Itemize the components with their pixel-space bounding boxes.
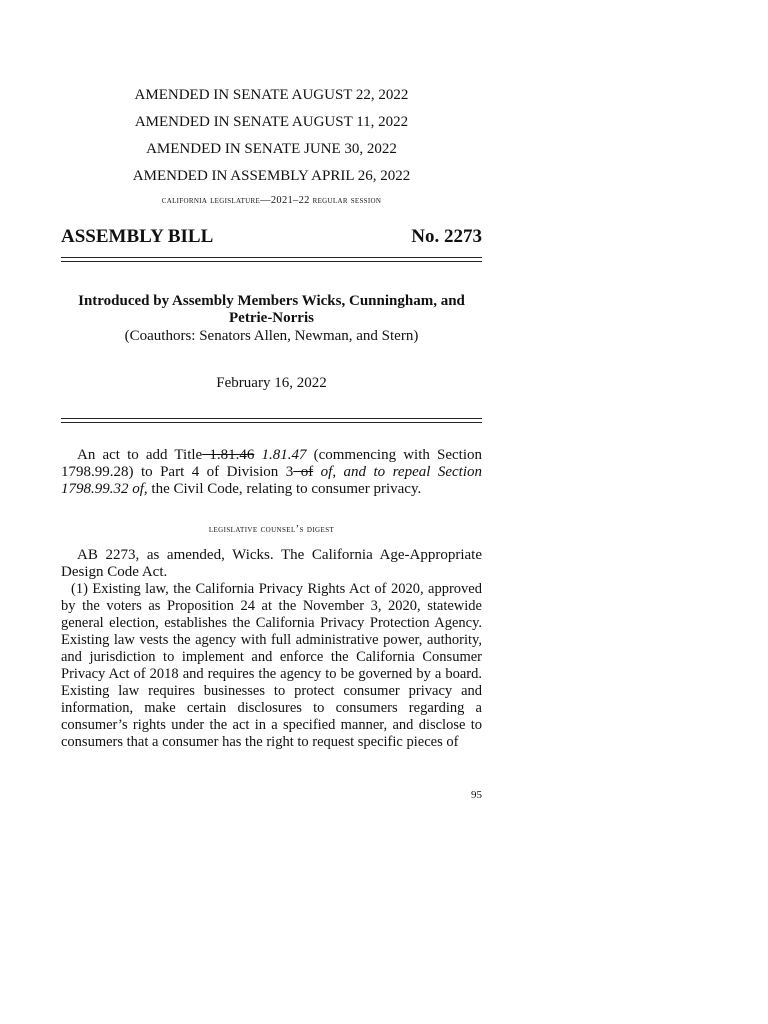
page-number: 95 <box>471 789 482 801</box>
section-rule <box>61 418 482 419</box>
bill-number: No. 2273 <box>411 226 482 247</box>
act-text: the Civil Code, relating to consumer privacy. <box>147 481 422 497</box>
header-rule <box>61 257 482 258</box>
amendment-line: AMENDED IN SENATE AUGUST 11, 2022 <box>134 114 409 130</box>
bill-page <box>61 0 482 1024</box>
section-rule <box>61 422 482 423</box>
struck-text: 1.81.46 <box>202 447 255 463</box>
amendment-line: AMENDED IN SENATE JUNE 30, 2022 <box>146 141 397 157</box>
digest-paragraph: AB 2273, as amended, Wicks. The California Age-Appropriate Design Code Act. <box>61 547 482 580</box>
act-text: An act to add Title <box>77 447 203 463</box>
coauthors: (Coauthors: Senators Allen, Newman, and Stern) <box>124 328 419 344</box>
inserted-text: 1.81.47 <box>254 447 307 463</box>
bill-type: ASSEMBLY BILL <box>61 226 214 247</box>
session-line: california legislature—2021–22 regular session <box>161 195 382 206</box>
bill-header <box>61 226 482 250</box>
introduced-date: February 16, 2022 <box>216 375 327 391</box>
introduced-by: Introduced by Assembly Members Wicks, Cunningham, and Petrie-Norris <box>78 293 465 326</box>
act-text: (commencing with Section 1798.99.28) to Part 4 of Division 3 <box>61 447 483 480</box>
amendment-line: AMENDED IN SENATE AUGUST 22, 2022 <box>134 87 409 103</box>
header-rule <box>61 261 482 262</box>
struck-text: of <box>293 464 314 480</box>
digest-heading: legislative counsel’s digest <box>208 524 335 535</box>
digest-paragraph: (1) Existing law, the California Privacy Rights Act of 2020, approved by the voters as Proposition 24 at the November 3, 2020, statewide general election, establishes the California Privacy Protection Agency. Existing law vests the agency with full administrative power, authority, and jurisdiction to implement and enforce the California Consumer Privacy Act of 2018 and requires the agency to be governed by a board. Existing law requires businesses to protect consumer privacy and information, make certain disclosures to consumers regarding a consumer’s rights under the act in a specified manner, and disclose to consumers that a consumer has the right to request specific pieces of <box>61 581 482 750</box>
inserted-text: of, and to repeal Section 1798.99.32 of, <box>61 464 483 497</box>
amendment-line: AMENDED IN ASSEMBLY APRIL 26, 2022 <box>132 168 411 184</box>
act-title <box>61 447 482 498</box>
